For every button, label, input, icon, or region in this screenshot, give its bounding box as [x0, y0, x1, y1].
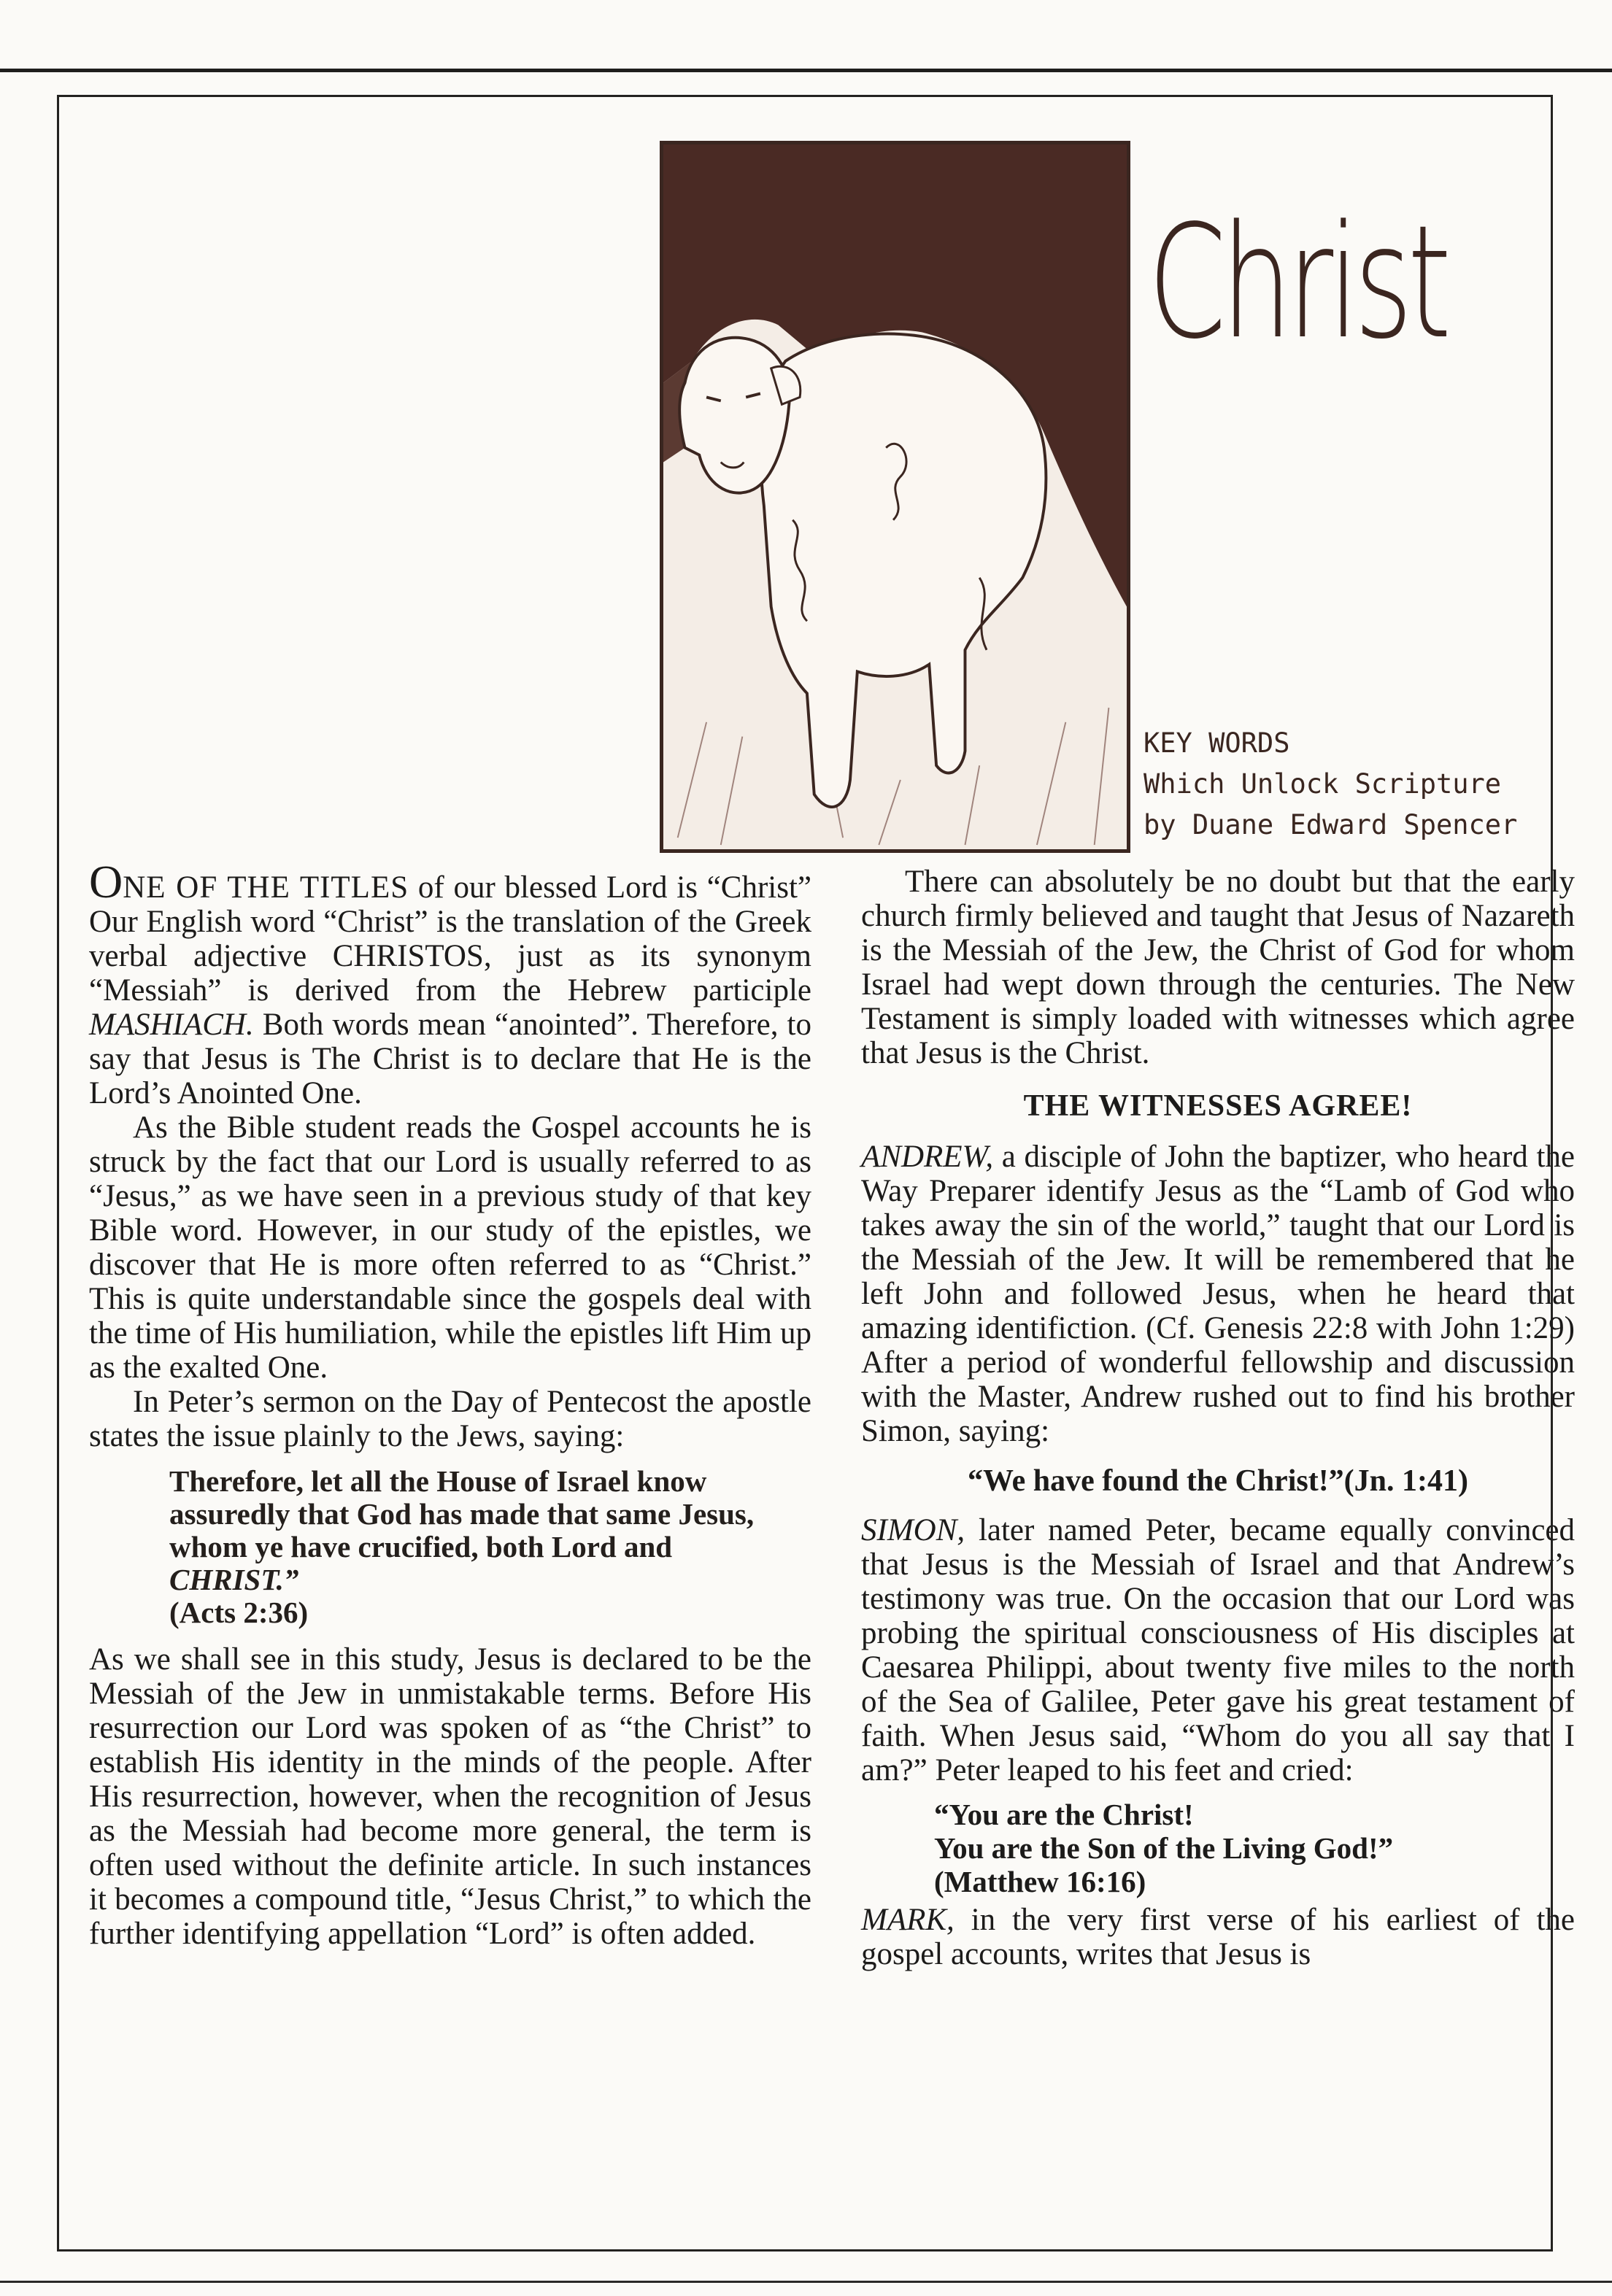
byline-author: by Duane Edward Spencer	[1144, 809, 1518, 840]
byline-series: KEY WORDS	[1144, 727, 1290, 759]
left-paragraph-3: In Peter’s sermon on the Day of Pentecost the apostle states the issue plainly to the Jews, saying:	[89, 1385, 811, 1453]
simon-text: later named Peter, became equally convinced that Jesus is the Messiah of Israel and that Andrew’s testimony was true. On the occasion that our Lord was probing the spiritual consciousness of His disciples at Caesarea Philippi, about twenty five miles to the north of the Sea of Galilee, Peter gave his great testament of faith. When Jesus said, “Whom do you all say that I am?” Peter leaped to his feet and cried:	[861, 1513, 1575, 1787]
section-heading: THE WITNESSES AGREE!	[1023, 1089, 1413, 1123]
lead-in-caps: NE OF THE TITLES	[123, 870, 409, 905]
grass-strokes	[678, 708, 1109, 845]
right-paragraph-1: There can absolutely be no doubt but that the early church firmly believed and taught that Jesus of Nazareth is the Messiah of the Jew, the Christ of God for whom Israel had wept down through the centuries. The New Testament is simply loaded with witnesses which agree that Jesus is the Christ.	[861, 865, 1575, 1070]
drop-cap: O	[89, 856, 123, 908]
acts-quote-italic: CHRIST.”	[169, 1563, 299, 1596]
top-rule	[0, 69, 1612, 72]
andrew-name: ANDREW,	[861, 1140, 994, 1174]
peter-quote-line-1: “You are the Christ!	[934, 1798, 1194, 1831]
left-p1-end: Both words mean “anointed”. Therefore, to say that Jesus is The Christ is to declare that He is the Lord’s Anointed One.	[89, 1008, 811, 1110]
acts-quote-text: Therefore, let all the House of Israel know assuredly that God has made that same Jesus, whom ye have crucified, both Lord and	[169, 1464, 755, 1563]
left-paragraph-2: As the Bible student reads the Gospel accounts he is struck by the fact that our Lord is usually referred to as “Jesus,” as we have seen in a previous study of that key Bible word. However, in our study of the epistles, we discover that He is more often referred to as “Christ.” This is quite understandable since the gospels deal with the time of His humiliation, while the epistles lift Him up as the exalted One.	[89, 1110, 811, 1385]
byline	[1144, 723, 1611, 846]
andrew-paragraph	[861, 1140, 1575, 1448]
lamb-head	[679, 338, 790, 493]
peter-quote-line-2: You are the Son of the Living God!”	[934, 1831, 1394, 1865]
page-title: Christ	[1148, 192, 1446, 374]
acts-quote	[169, 1465, 782, 1629]
lamb-drawing	[663, 144, 1127, 849]
left-paragraph-4: As we shall see in this study, Jesus is declared to be the Messiah of the Jew in unmistakable terms. Before His resurrection our Lord was spoken of as “the Christ” to establish His identity in the minds of the people. After His resurrection, however, when the recognition of Jesus as the Messiah had become more general, the term is often used without the definite article. In such instances it becomes a compound title, “Jesus Christ,” to which the further identifying appellation “Lord” is often added.	[89, 1642, 811, 1951]
acts-quote-reference: (Acts 2:36)	[169, 1596, 309, 1629]
byline-subtitle: Which Unlock Scripture	[1144, 768, 1502, 800]
peter-quote-reference: (Matthew 16:16)	[934, 1865, 1146, 1898]
lamb-illustration	[660, 141, 1130, 853]
left-p1-text: of our blessed Lord is “Christ” Our English word “Christ” is the translation of the Greek verbal adjective CHRISTOS, just as its synonym “Messiah” is derived from the Hebrew participle	[89, 870, 811, 1008]
left-paragraph-1	[89, 856, 811, 1110]
simon-name: SIMON,	[861, 1513, 965, 1547]
mark-paragraph	[861, 1903, 1575, 1971]
bottom-rule	[0, 2281, 1612, 2283]
andrew-quote: “We have found the Christ!”(Jn. 1:41)	[967, 1464, 1468, 1498]
left-column	[89, 856, 811, 1951]
peter-quote	[934, 1798, 1560, 1898]
simon-paragraph	[861, 1513, 1575, 1787]
left-p1-italic: MASHIACH.	[89, 1008, 254, 1042]
lamb-body	[761, 334, 1046, 808]
right-column	[861, 865, 1575, 1971]
mark-name: MARK,	[861, 1903, 955, 1937]
andrew-text: a disciple of John the baptizer, who heard the Way Preparer identify Jesus as the “Lamb of God who takes away the sin of the world,” taught that our Lord is the Messiah of the Jew. It will be remembered that he left John and followed Jesus, when he heard that amazing identifiction. (Cf. Genesis 22:8 with John 1:29) After a period of wonderful fellowship and discussion with the Master, Andrew rushed out to find his brother Simon, saying:	[861, 1140, 1575, 1448]
mark-text: in the very first verse of his earliest of the gospel accounts, writes that Jesus is	[861, 1903, 1575, 1971]
